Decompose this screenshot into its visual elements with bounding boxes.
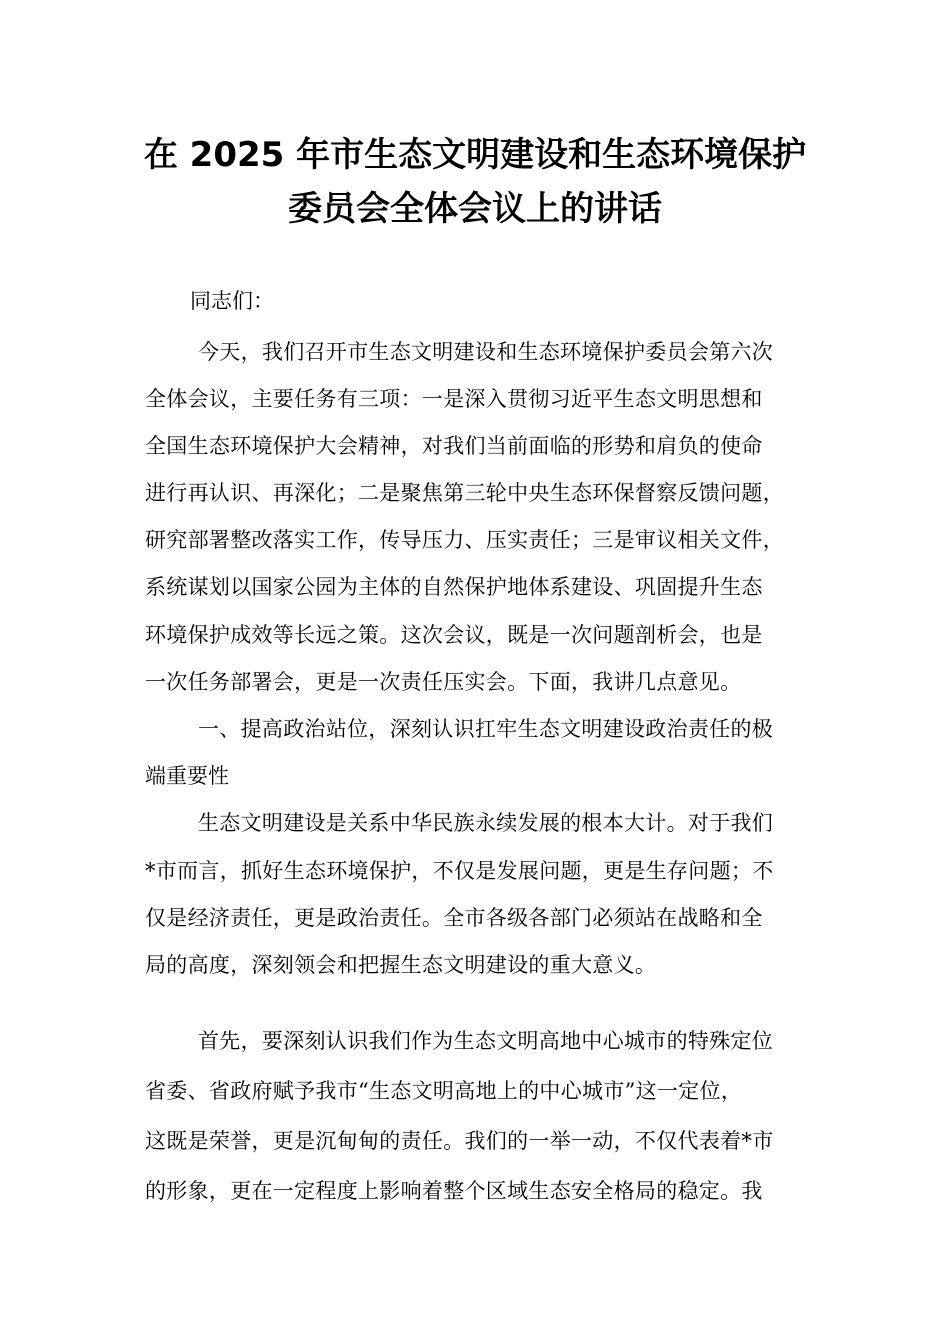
paragraph-line: 局的高度，深刻领会和把握生态文明建设的重大意义。 xyxy=(145,953,657,977)
paragraph-line: 环境保护成效等长远之策。这次会议，既是一次问题剖析会，也是 xyxy=(145,623,763,647)
paragraph-line: 仅是经济责任，更是政治责任。全市各级各部门必须站在战略和全 xyxy=(145,906,763,930)
paragraph-line: 省委、省政府赋予我市“生态文明高地上的中心城市”这一定位， xyxy=(145,1079,743,1103)
paragraph-line: 的形象，更在一定程度上影响着整个区域生态安全格局的稳定。我 xyxy=(145,1179,763,1203)
paragraph-line: 生态文明建设是关系中华民族永续发展的根本大计。对于我们 xyxy=(198,811,774,835)
paragraph-line: 首先，要深刻认识我们作为生态文明高地中心城市的特殊定位 xyxy=(198,1029,774,1053)
salutation: 同志们： xyxy=(190,289,274,313)
paragraph-line: 系统谋划以国家公园为主体的自然保护地体系建设、巩固提升生态 xyxy=(145,575,763,599)
paragraph-line: 全国生态环境保护大会精神，对我们当前面临的形势和肩负的使命 xyxy=(145,434,763,458)
paragraph-line: 一次任务部署会，更是一次责任压实会。下面，我讲几点意见。 xyxy=(145,670,742,694)
paragraph-line: *市而言，抓好生态环境保护，不仅是发展问题，更是生存问题；不 xyxy=(145,859,774,883)
paragraph-line: 这既是荣誉，更是沉甸甸的责任。我们的一举一动，不仅代表着*市 xyxy=(145,1129,774,1153)
document-title-line-1: 在 2025 年市生态文明建设和生态环境保护 xyxy=(143,135,807,175)
document-title-line-2: 委员会全体会议上的讲话 xyxy=(288,189,662,229)
section-heading-line: 端重要性 xyxy=(145,764,229,788)
section-heading-line: 一、提高政治站位，深刻认识扛牢生态文明建设政治责任的极 xyxy=(198,717,774,741)
paragraph-line: 进行再认识、再深化；二是聚焦第三轮中央生态环保督察反馈问题， xyxy=(145,481,784,505)
paragraph-line: 研究部署整改落实工作，传导压力、压实责任；三是审议相关文件， xyxy=(145,528,784,552)
paragraph-line: 全体会议，主要任务有三项：一是深入贯彻习近平生态文明思想和 xyxy=(145,387,763,411)
paragraph-line: 今天，我们召开市生态文明建设和生态环境保护委员会第六次 xyxy=(198,340,774,364)
